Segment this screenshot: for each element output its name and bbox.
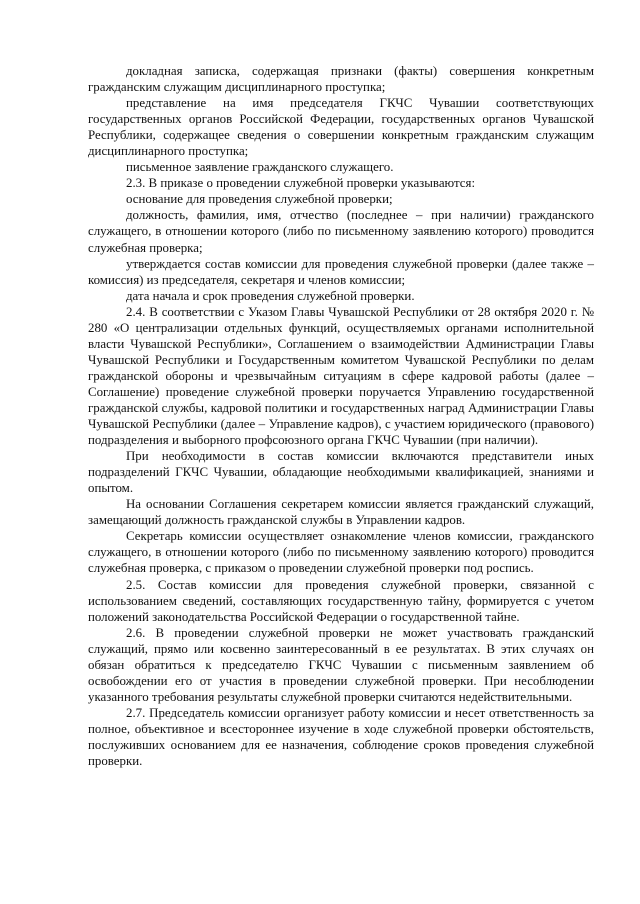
paragraph: На основании Соглашения секретарем комиссии является гражданский служащий, замещающий должность гражданской службы в Управлении кадров. [88, 497, 594, 528]
paragraph: письменное заявление гражданского служащего. [126, 160, 394, 175]
paragraph: дата начала и срок проведения служебной проверки. [126, 288, 415, 303]
paragraph: Секретарь комиссии осуществляет ознакомление членов комиссии, гражданского служащего, в отношении которого (либо по письменному заявлению которого) проводится служебная проверка, с приказом о проведении служебной проверки под роспись. [88, 529, 594, 576]
paragraph: основание для проведения служебной проверки; [126, 192, 393, 207]
paragraph: При необходимости в состав комиссии включаются представители иных подразделений ГКЧС Чувашии, обладающие необходимыми квалификацией, знаниями и опытом. [88, 449, 594, 496]
paragraph: 2.6. В проведении служебной проверки не может участвовать гражданский служащий, прямо или косвенно заинтересованный в ее результатах. В этих случаях он обязан обратиться к председателю ГКЧС Чувашии с письменным заявлением об освобождении его от участия в проведении служебной проверки. При несоблюдении указанного требования результаты служебной проверки считаются недействительными. [88, 625, 594, 704]
document-page [88, 63, 594, 769]
paragraph: 2.5. Состав комиссии для проведения служебной проверки, связанной с использованием сведений, составляющих государственную тайну, формируется с учетом положений законодательства Российской Федерации о государственной тайне. [88, 577, 594, 624]
paragraph: должность, фамилия, имя, отчество (последнее – при наличии) гражданского служащего, в отношении которого (либо по письменному заявлению которого) проводится служебная проверка; [88, 208, 594, 255]
paragraph: представление на имя председателя ГКЧС Чувашии соответствующих государственных органов Российской Федерации, государственных органов Чувашской Республики, содержащее сведения о совершении конкретным гражданским служащим дисциплинарного проступка; [88, 96, 594, 159]
paragraph: докладная записка, содержащая признаки (факты) совершения конкретным гражданским служащим дисциплинарного проступка; [88, 64, 594, 95]
paragraph: 2.4. В соответствии с Указом Главы Чувашской Республики от 28 октября 2020 г. № 280 «О централизации отдельных функций, осуществляемых органами исполнительной власти Чувашской Республики», Соглашением о взаимодействии Администрации Главы Чувашской Республики и Государственным комитетом Чувашской Республики по делам гражданской обороны и чрезвычайным ситуациям в сфере кадровой работы (далее – Соглашение) проведение служебной проверки поручается Управлению государственной гражданской службы, кадровой политики и государственных наград Администрации Главы Чувашской Республики (далее – Управление кадров), с участием юридического (правового) подразделения и выборного профсоюзного органа ГКЧС Чувашии (при наличии). [88, 304, 594, 448]
paragraph: 2.7. Председатель комиссии организует работу комиссии и несет ответственность за полное, объективное и всестороннее изучение в ходе служебной проверки обстоятельств, послуживших основанием для ее назначения, соблюдение сроков проведения служебной проверки. [88, 705, 594, 769]
paragraph: 2.3. В приказе о проведении служебной проверки указываются: [126, 176, 476, 191]
paragraph: утверждается состав комиссии для проведения служебной проверки (далее также – комиссия) из председателя, секретаря и членов комиссии; [88, 256, 594, 287]
